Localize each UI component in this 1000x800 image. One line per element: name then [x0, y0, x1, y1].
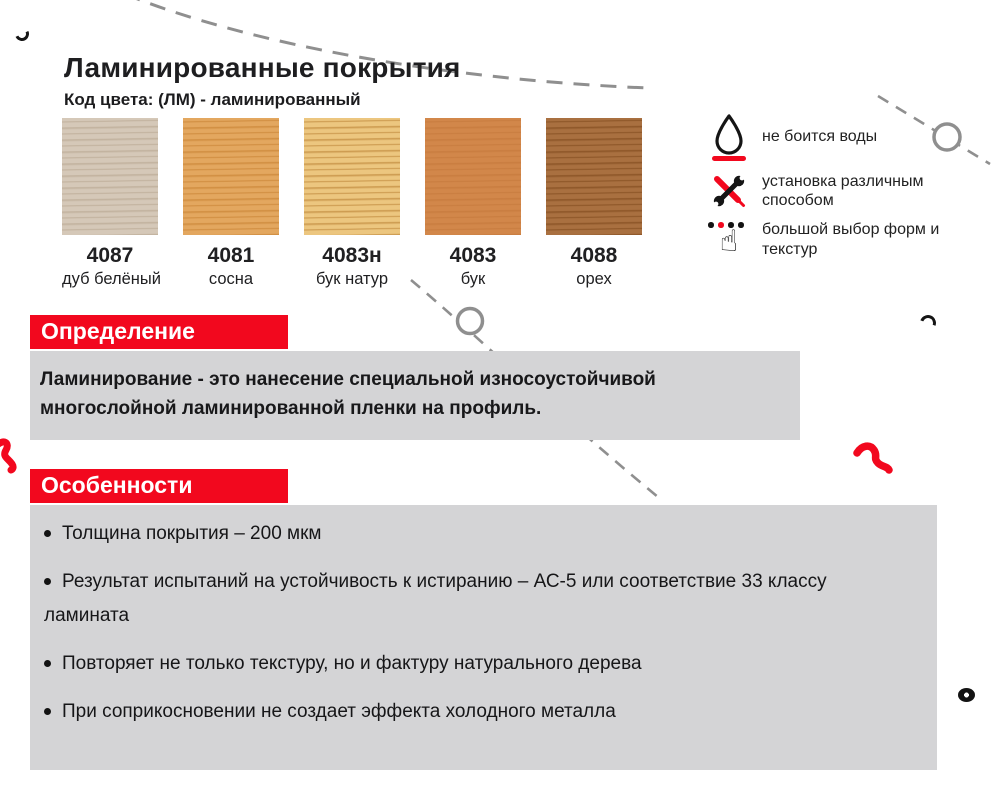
pointing-hand-icon: ☝: [719, 224, 739, 258]
swatch-code: 4083: [449, 244, 497, 267]
swatch-code: 4088: [570, 244, 618, 267]
swatch-option: [425, 118, 521, 289]
feature-item: Толщина покрытия – 200 мкм: [44, 517, 867, 551]
red-squiggle-icon: [851, 440, 903, 478]
wood-swatch-image: [62, 118, 158, 235]
benefit-variety: [708, 220, 977, 258]
circle-marker-icon: [458, 309, 483, 334]
hand-tap-icon: [708, 222, 750, 257]
feature-item: Повторяет не только текстуру, но и фактуру натурального дерева: [44, 647, 867, 681]
benefit-install: [708, 172, 977, 210]
definition-heading: Определение: [30, 315, 288, 349]
color-code-subtitle: [64, 90, 461, 110]
swatch-name: бук натур: [315, 270, 389, 288]
benefits-list: [708, 112, 977, 269]
wood-swatch-image: [183, 118, 279, 235]
wood-swatch-image: [425, 118, 521, 235]
swatch-name: бук: [460, 270, 486, 288]
subtitle-suffix: - ламинированный: [200, 90, 361, 109]
definition-text: Ламинирование - это нанесение специальной износоустойчивой многослойной ламинированной пленки на профиль.: [40, 369, 656, 420]
features-panel: [30, 505, 937, 770]
feature-item: Результат испытаний на устойчивость к истиранию – АС-5 или соответствие 33 классу ламината: [44, 565, 867, 633]
swatch-option: [546, 118, 642, 289]
subtitle-code: (ЛМ): [158, 90, 196, 109]
swatch-name: дуб белёный: [62, 270, 161, 288]
feature-item: При соприкосновении не создает эффекта холодного металла: [44, 695, 867, 729]
ink-dot-mark-icon: [958, 688, 975, 702]
page-title: Ламинированные покрытия: [64, 52, 461, 83]
swatch-option: [183, 118, 279, 289]
header: [64, 52, 461, 110]
water-drop-icon: [708, 112, 750, 162]
swatch-option: [62, 118, 161, 289]
benefit-label: большой выбор форм и текстур: [762, 221, 940, 258]
benefit-label: не боится воды: [762, 128, 878, 146]
benefit-water: [708, 112, 977, 162]
swatch-option: [304, 118, 400, 289]
swatch-code: 4087: [86, 244, 134, 267]
swatch-name: орех: [576, 270, 612, 288]
definition-text-panel: [30, 351, 800, 440]
wood-swatch-image: [304, 118, 400, 235]
subtitle-prefix: Код цвета:: [64, 90, 154, 109]
tools-icon: [708, 172, 750, 210]
benefit-label: установка различным способом: [762, 173, 924, 210]
color-swatches-row: [62, 118, 642, 289]
features-bullet-list: [44, 517, 867, 729]
features-heading: Особенности: [30, 469, 288, 503]
swatch-code: 4081: [207, 244, 255, 267]
swatch-name: сосна: [208, 270, 254, 288]
wood-swatch-image: [546, 118, 642, 235]
swatch-code: 4083н: [322, 244, 382, 267]
red-squiggle-icon: [0, 438, 34, 476]
